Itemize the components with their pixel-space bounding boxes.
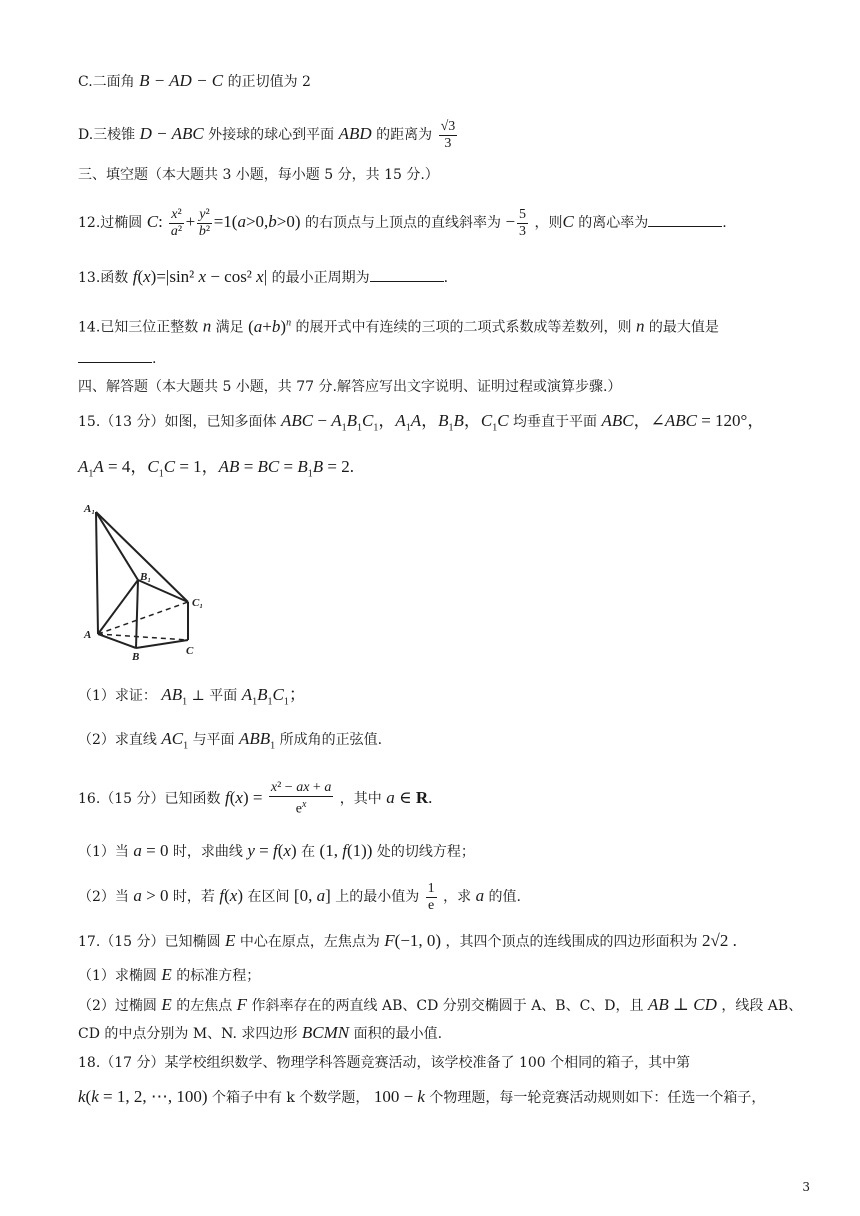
label-c1: C₁ (192, 597, 204, 609)
label-b: B (132, 651, 140, 660)
answer-blank (370, 267, 444, 282)
label-b1: B₁ (140, 571, 152, 583)
edge-a1-a (96, 512, 98, 634)
edge-b-c (136, 640, 188, 648)
question-15-part-1: （1）求证： $AB_1$ ⊥ 平面 $A_1B_1C_1$； (78, 685, 306, 708)
question-16-part-1: （1）当 a = 0 时，求曲线 y = f(x) 在 (1, f(1)) 处的切线方程； (78, 841, 475, 860)
edge-a1-c1 (96, 512, 188, 602)
question-17-part-2-cont: CD 的中点分别为 M、N. 求四边形 BCMN 面积的最小值. (78, 1023, 443, 1042)
label-a: A (84, 629, 92, 641)
question-15-given: $A_1A = 4$，$C_1C = 1$，AB = BC = $B_1B = 2$. (78, 457, 354, 480)
question-14: 14.已知三位正整数 n 满足 $(a+b)^n$ 的展开式中有连续的三项的二项式系数成等差数列，则 n 的最大值是 (78, 316, 719, 336)
question-16-part-2: （2）当 a > 0 时，若 f(x) 在区间 [0, a] 上的最小值为 $\frac{1}{e}$ ，求 a 的值. (78, 880, 521, 913)
label-a1: A₁ (84, 503, 96, 515)
question-15-part-2: （2）求直线 $AC_1$ 与平面 $ABB_1$ 所成角的正弦值. (78, 729, 383, 752)
edge-b1-c1 (138, 580, 188, 602)
label-c: C (186, 645, 194, 657)
question-17-part-1: （1）求椭圆 E 的标准方程； (78, 965, 261, 984)
option-d: D.三棱锥 D − ABC 外接球的球心到平面 ABD 的距离为 $\frac{√3}{3}$ (78, 118, 456, 151)
page-number: 3 (802, 1180, 810, 1194)
edge-b1-b (136, 580, 138, 648)
section-3-heading: 三、填空题（本大题共 3 小题，每小题 5 分，共 15 分.） (78, 167, 439, 183)
question-17-part-2: （2）过椭圆 E 的左焦点 F 作斜率存在的两直线 AB、CD 分别交椭圆于 A、B、C、D，且 AB ⊥ CD ，线段 AB、 (78, 995, 803, 1014)
question-13: 13.函数 f(x)=|sin² x − cos² x| 的最小正周期为 . (78, 267, 449, 286)
question-14-blank: . (78, 348, 820, 370)
section-4-heading: 四、解答题（本大题共 5 小题，共 77 分.解答应写出文字说明、证明过程或演算步骤.） (78, 379, 622, 395)
answer-blank (648, 212, 722, 227)
edge-a-b (98, 634, 136, 648)
question-18-cont: k(k = 1, 2, ⋯, 100) 个箱子中有 k 个数学题， 100 − k 个物理题，每一轮竞赛活动规则如下：任选一个箱子， (78, 1087, 766, 1106)
question-18: 18.（17 分）某学校组织数学、物理学科答题竞赛活动，该学校准备了 100 个相同的箱子，其中第 (78, 1055, 691, 1071)
edge-b1-a (98, 580, 138, 634)
option-c: C.二面角 B − AD − C 的正切值为 2 (78, 71, 311, 90)
question-17: 17.（15 分）已知椭圆 E 中心在原点，左焦点为 F(−1, 0) ，其四个顶点的连线围成的四边形面积为 2√2 . (78, 931, 737, 950)
edge-a-c1-dashed (98, 602, 188, 634)
polyhedron-figure (80, 500, 220, 660)
question-12: 12.过椭圆 C: $\frac{\text{x²}}{\text{a²}}$ + $\frac{\text{y²}}{\text{b²}}$ =1(a>0,b>0) 的右顶点与上顶点的直线斜率为 − $\frac{5}{3}$ ，则C 的离心率为 . (78, 206, 727, 239)
question-15: 15.（13 分）如图，已知多面体 ABC − $A_1B_1C_1$，$A_1A$，$B_1B$，$C_1C$ 均垂直于平面 ABC，∠ABC = 120°， (78, 411, 765, 434)
question-16: 16.（15 分）已知函数 f(x) = $\frac{\text{x² − ax + a}}{e^x}$ ，其中 a ∈ R. (78, 780, 433, 817)
